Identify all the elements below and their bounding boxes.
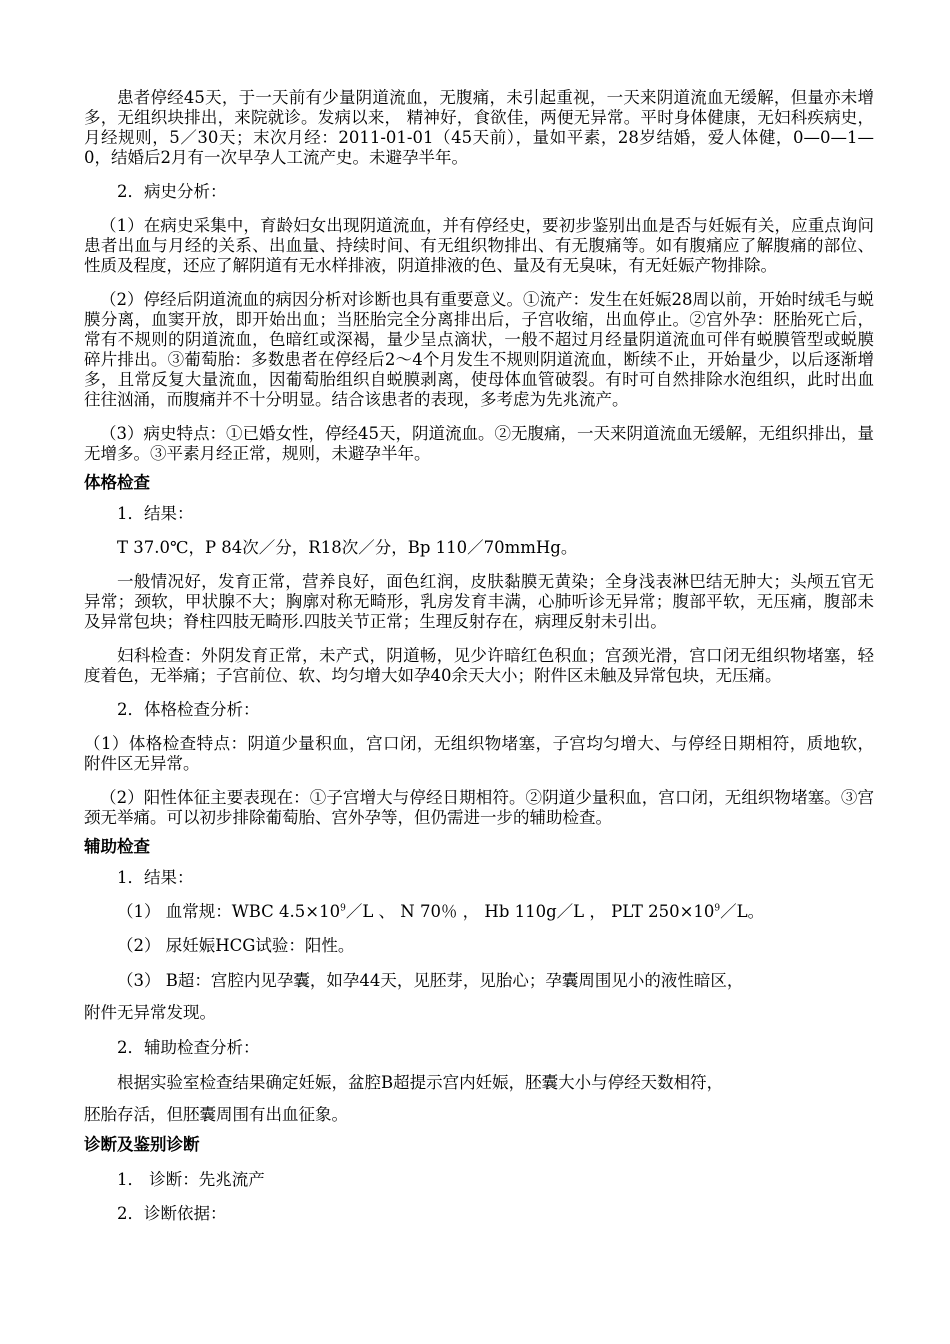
history-analysis-3: （3）病史特点：①已婚女性，停经45天，阴道流血。②无腹痛，一天来阴道流血无缓解，无组织排出，量无增多。③平素月经正常，规则，未避孕半年。 [84, 424, 874, 463]
aux-hcg: （2） 尿妊娠HCG试验：阳性。 [117, 936, 355, 955]
exam-gynecology: 妇科检查：外阴发育正常，未产式，阴道畅，见少许暗红色积血；宫颈光滑，宫口闭无组织物堵塞，轻度着色，无举痛；子宫前位、软、均匀增大如孕40余天大小；附件区未触及异常包块，无压痛。 [84, 646, 874, 685]
aux-ultrasound-line-1: （3） B超：宫腔内见孕囊，如孕44天，见胚芽，见胎心；孕囊周围见小的液性暗区， [117, 971, 744, 990]
history-analysis-1: （1）在病史采集中，育龄妇女出现阴道流血，并有停经史，要初步鉴别出血是否与妊娠有关，应重点询问患者出血与月经的关系、出血量、持续时间、有无组织物排出、有无腹痛等。如有腹痛应了解腹痛的部位、性质及程度，还应了解阴道有无水样排液，阴道排液的色、量及有无臭味，有无妊娠产物排除。 [84, 216, 874, 275]
exam-analysis-1: （1）体格检查特点：阴道少量积血，宫口闭，无组织物堵塞，子宫均匀增大、与停经日期相符，质地软， 附件区无异常。 [84, 734, 874, 773]
aux-analysis-line-1: 根据实验室检查结果确定妊娠，盆腔B超提示宫内妊娠，胚囊大小与停经天数相符， [117, 1073, 724, 1092]
exam-result-title: 1．结果： [117, 504, 194, 523]
document-page [84, 88, 874, 1224]
exam-heading: 体格检查 [84, 473, 150, 492]
diagnosis-line-1: 1． 诊断：先兆流产 [117, 1170, 265, 1189]
aux-heading: 辅助检查 [84, 837, 150, 856]
blood-text-1: （1） 血常规：WBC 4.5×10 [117, 902, 341, 921]
aux-ultrasound-line-2: 附件无异常发现。 [84, 1003, 216, 1022]
blood-exponent-2: 9 [714, 903, 721, 914]
blood-text-3: ／L。 [720, 902, 765, 921]
exam-general: 一般情况好，发育正常，营养良好，面色红润，皮肤黏膜无黄染；全身浅表淋巴结无肿大；头颅五官无异常；颈软，甲状腺不大；胸廓对称无畸形，乳房发育丰满，心肺听诊无异常；腹部平软，无压痛，腹部未及异常包块；脊柱四肢无畸形.四肢关节正常；生理反射存在，病理反射未引出。 [84, 572, 874, 631]
history-analysis-title: 2．病史分析： [117, 182, 227, 201]
diagnosis-line-2: 2．诊断依据： [117, 1204, 227, 1223]
aux-analysis-title: 2．辅助检查分析： [117, 1038, 260, 1057]
aux-analysis-line-2: 胚胎存活，但胚囊周围有出血征象。 [84, 1105, 348, 1124]
exam-analysis-title: 2．体格检查分析： [117, 700, 260, 719]
aux-blood-routine [84, 902, 874, 922]
history-paragraph: 患者停经45天，于一天前有少量阴道流血，无腹痛，未引起重视，一天来阴道流血无缓解，但量亦未增多，无组织块排出，来院就诊。发病以来， 精神好，食欲佳，两便无异常。平时身体健康，无妇科疾病史，月经规则，5／30天；末次月经：2011-01-01（45天前），量如平素，28岁结婚，爱人体健，0—0—1—0，结婚后2月有一次早孕人工流产史。未避孕半年。 [84, 88, 874, 167]
blood-exponent-1: 9 [340, 903, 346, 914]
history-analysis-2: （2）停经后阴道流血的病因分析对诊断也具有重要意义。①流产：发生在妊娠28周以前，开始时绒毛与蜕膜分离，血窦开放，即开始出血；当胚胎完全分离排出后，子宫收缩，出血停止。②宫外孕：胚胎死亡后，常有不规则的阴道流血，色暗红或深褐，量少呈点滴状，一般不超过月经量阴道流血可伴有蜕膜管型或蜕膜碎片排出。③葡萄胎：多数患者在停经后2～4个月发生不规则阴道流血，断续不止，开始量少，以后逐渐增多，且常反复大量流血，因葡萄胎组织自蜕膜剥离，使母体血管破裂。有时可自然排除水泡组织，此时出血往往汹涌，而腹痛并不十分明显。结合该患者的表现，多考虑为先兆流产。 [84, 290, 874, 409]
exam-analysis-2: （2）阳性体征主要表现在：①子宫增大与停经日期相符。②阴道少量积血，宫口闭，无组织物堵塞。③宫颈无举痛。可以初步排除葡萄胎、宫外孕等，但仍需进一步的辅助检查。 [84, 788, 874, 827]
aux-result-title: 1．结果： [117, 868, 194, 887]
blood-text-2: ／L 、 N 70％ ， Hb 110g／L ， PLT 250×10 [345, 902, 715, 921]
exam-vitals: T 37.0℃，P 84次／分，R18次／分，Bp 110／70mmHg。 [117, 538, 578, 557]
diagnosis-heading: 诊断及鉴别诊断 [84, 1135, 200, 1154]
